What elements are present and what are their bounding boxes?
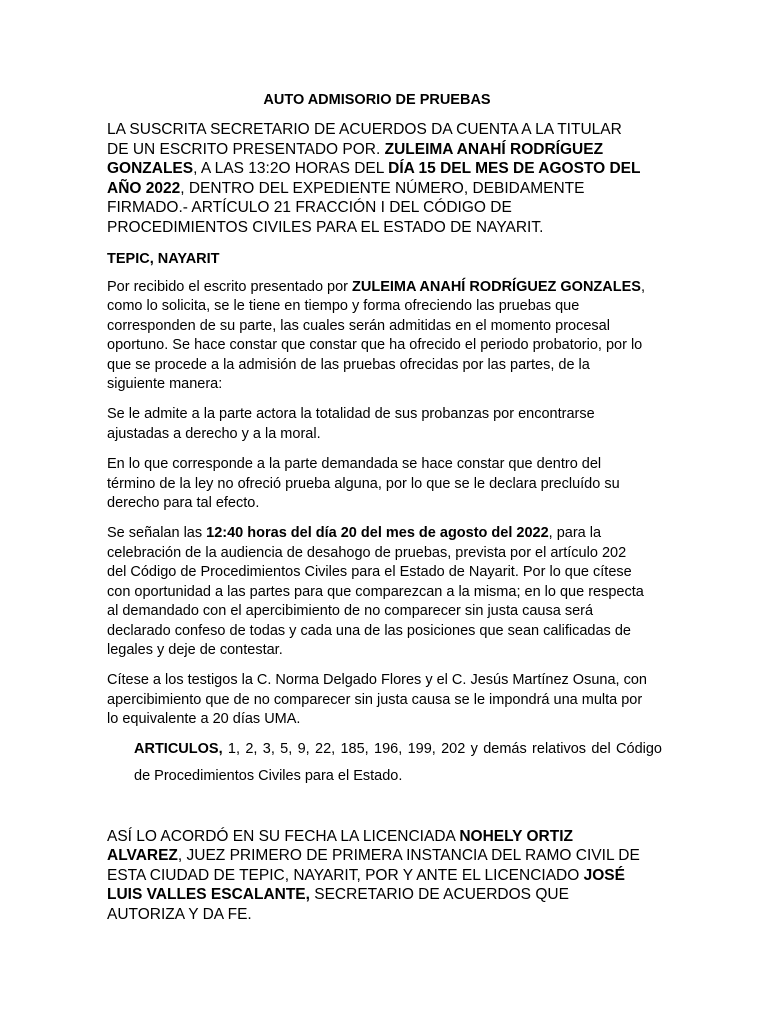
closing-text-3: SECRETARIO DE ACUERDOS QUE AUTORIZA Y DA FE. — [107, 886, 569, 923]
closing-bold-judge: NOHELY ORTIZ ALVAREZ — [107, 827, 573, 865]
hearing-text-1: Se señalan las — [107, 525, 207, 542]
hearing-text-2: , para la celebración de la audiencia de desahogo de pruebas, prevista por el artículo 202 del Código de Procedimientos Civiles para el Estado de Nayarit. Por lo que cítese con oportunidad a las partes para que comparezcan a la misma; en lo que respecta al demandado con el apercibimiento de no comparecer sin justa causa será declarado confeso de todas y cada una de las posiciones que sean calificadas de legales y deje de contestar. — [107, 525, 644, 658]
intro-text-1: LA SUSCRITA SECRETARIO DE ACUERDOS DA CUENTA A LA TITULAR DE UN ESCRITO PRESENTADO POR. — [107, 121, 622, 158]
closing-bold-secretary: JOSÉ LUIS VALLES ESCALANTE, — [107, 866, 625, 904]
articulos-paragraph — [134, 736, 662, 790]
intro-bold-date: DÍA 15 DEL MES DE AGOSTO DEL AÑO 2022 — [107, 160, 641, 197]
intro-bold-name: ZULEIMA ANAHÍ RODRÍGUEZ GONZALES — [107, 140, 604, 177]
articulos-text: 1, 2, 3, 5, 9, 22, 185, 196, 199, 202 y demás relativos del Código de Procedimientos Civiles para el Estado. — [134, 740, 662, 784]
intro-text-2: , A LAS 13:2O HORAS DEL — [193, 160, 389, 177]
received-text-2: , como lo solicita, se le tiene en tiempo y forma ofreciendo las pruebas que corresponden de su parte, las cuales serán admitidas en el momento procesal oportuno. Se hace constar que constar que ha ofrecido el periodo probatorio, por lo que se procede a la admisión de las pruebas ofrecidas por las partes, de la siguiente manera: — [107, 279, 645, 393]
document-page — [107, 90, 662, 924]
received-paragraph — [107, 278, 647, 394]
articulos-bold-label: ARTICULOS, — [134, 740, 223, 757]
document-title: AUTO ADMISORIO DE PRUEBAS — [263, 92, 491, 108]
intro-paragraph — [107, 120, 647, 237]
received-bold-name: ZULEIMA ANAHÍ RODRÍGUEZ GONZALES — [352, 279, 641, 295]
closing-text-2: , JUEZ PRIMERO DE PRIMERA INSTANCIA DEL RAMO CIVIL DE ESTA CIUDAD DE TEPIC, NAYARIT, POR Y ANTE EL LICENCIADO — [107, 847, 640, 884]
closing-text-1: ASÍ LO ACORDÓ EN SU FECHA LA LICENCIADA — [107, 827, 460, 845]
intro-text-3: , DENTRO DEL EXPEDIENTE NÚMERO, DEBIDAMENTE FIRMADO.- ARTÍCULO 21 FRACCIÓN I DEL CÓDIGO DE PROCEDIMIENTOS CIVILES PARA EL ESTADO DE NAYARIT. — [107, 179, 585, 236]
received-text-1: Por recibido el escrito presentado por — [107, 279, 353, 295]
actora-paragraph: Se le admite a la parte actora la totalidad de sus probanzas por encontrarse ajustadas a derecho y a la moral. — [107, 406, 595, 442]
witnesses-paragraph: Cítese a los testigos la C. Norma Delgado Flores y el C. Jesús Martínez Osuna, con apercibimiento que de no comparecer sin justa causa se le impondrá una multa por lo equivalente a 20 días UMA. — [107, 672, 647, 728]
hearing-bold-date: 12:40 horas del día 20 del mes de agosto del 2022 — [206, 525, 549, 542]
location-heading: TEPIC, NAYARIT — [107, 251, 220, 267]
hearing-paragraph — [107, 524, 647, 660]
demandada-paragraph: En lo que corresponde a la parte demandada se hace constar que dentro del término de la ley no ofreció prueba alguna, por lo que se le declara precluído su derecho para tal efecto. — [107, 456, 620, 512]
closing-paragraph — [107, 827, 647, 925]
